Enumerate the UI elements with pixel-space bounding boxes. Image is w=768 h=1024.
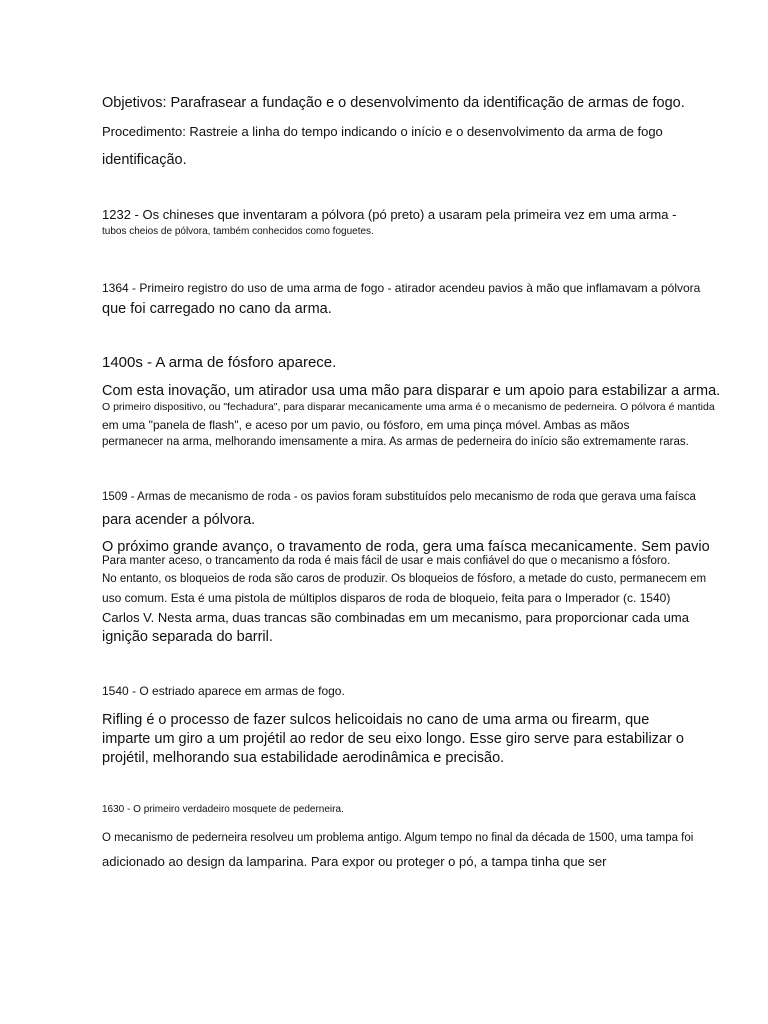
- procedure-line-cont: identificação.: [102, 152, 187, 168]
- entry-1630-line-1: O mecanismo de pederneira resolveu um problema antigo. Algum tempo no final da década de 1500, uma tampa foi: [102, 832, 694, 844]
- entry-1400s-line-1: Com esta inovação, um atirador usa uma mão para disparar e um apoio para estabilizar a arma.: [102, 383, 721, 399]
- objectives-line: Objetivos: Parafrasear a fundação e o desenvolvimento da identificação de armas de fogo.: [102, 95, 685, 111]
- entry-1364-line-cont: que foi carregado no cano da arma.: [102, 301, 332, 317]
- entry-1400s-line-3: em uma "panela de flash", e aceso por um pavio, ou fósforo, em uma pinça móvel. Ambas as mãos: [102, 418, 630, 432]
- entry-1400s-heading: 1400s - A arma de fósforo aparece.: [102, 354, 337, 371]
- entry-1509-line-cont: para acender a pólvora.: [102, 512, 256, 528]
- entry-1540-heading: 1540 - O estriado aparece em armas de fogo.: [102, 684, 345, 698]
- entry-1509-line: 1509 - Armas de mecanismo de roda - os pavios foram substituídos pelo mecanismo de roda que gerava uma faísca: [102, 491, 696, 503]
- entry-1509-line-5: Carlos V. Nesta arma, duas trancas são combinadas em um mecanismo, para proporcionar cada uma: [102, 610, 689, 625]
- entry-1232-line: 1232 - Os chineses que inventaram a pólvora (pó preto) a usaram pela primeira vez em uma arma -: [102, 207, 677, 222]
- entry-1509-line-2: Para manter aceso, o trancamento da roda é mais fácil de usar e mais confiável do que o mecanismo a fósforo.: [102, 555, 671, 567]
- entry-1509-line-6: ignição separada do barril.: [102, 629, 273, 645]
- entry-1630-heading: 1630 - O primeiro verdadeiro mosquete de pederneira.: [102, 804, 344, 815]
- entry-1400s-line-2: O primeiro dispositivo, ou "fechadura", para disparar mecanicamente uma arma é o mecanismo de pederneira. O pólvora é mantida: [102, 401, 715, 413]
- entry-1509-line-4: uso comum. Esta é uma pistola de múltiplos disparos de roda de bloqueio, feita para o Imperador (c. 1540): [102, 591, 671, 605]
- entry-1540-line-3: projétil, melhorando sua estabilidade aerodinâmica e precisão.: [102, 750, 505, 766]
- procedure-line: Procedimento: Rastreie a linha do tempo indicando o início e o desenvolvimento da arma de fogo: [102, 124, 663, 139]
- entry-1400s-line-4: permanecer na arma, melhorando imensamente a mira. As armas de pederneira do início são extremamente raras.: [102, 436, 689, 448]
- entry-1509-line-3: No entanto, os bloqueios de roda são caros de produzir. Os bloqueios de fósforo, a metade do custo, permanecem em: [102, 573, 707, 585]
- entry-1540-line-2: imparte um giro a um projétil ao redor de seu eixo longo. Esse giro serve para estabilizar o: [102, 731, 684, 747]
- entry-1630-line-2: adicionado ao design da lamparina. Para expor ou proteger o pó, a tampa tinha que ser: [102, 854, 607, 869]
- entry-1232-line-cont: tubos cheios de pólvora, também conhecidos como foguetes.: [102, 226, 374, 237]
- entry-1509-line-1: O próximo grande avanço, o travamento de roda, gera uma faísca mecanicamente. Sem pavio: [102, 539, 710, 555]
- entry-1364-line: 1364 - Primeiro registro do uso de uma arma de fogo - atirador acendeu pavios à mão que inflamavam a pólvora: [102, 281, 701, 295]
- entry-1540-line-1: Rifling é o processo de fazer sulcos helicoidais no cano de uma arma ou firearm, que: [102, 712, 650, 728]
